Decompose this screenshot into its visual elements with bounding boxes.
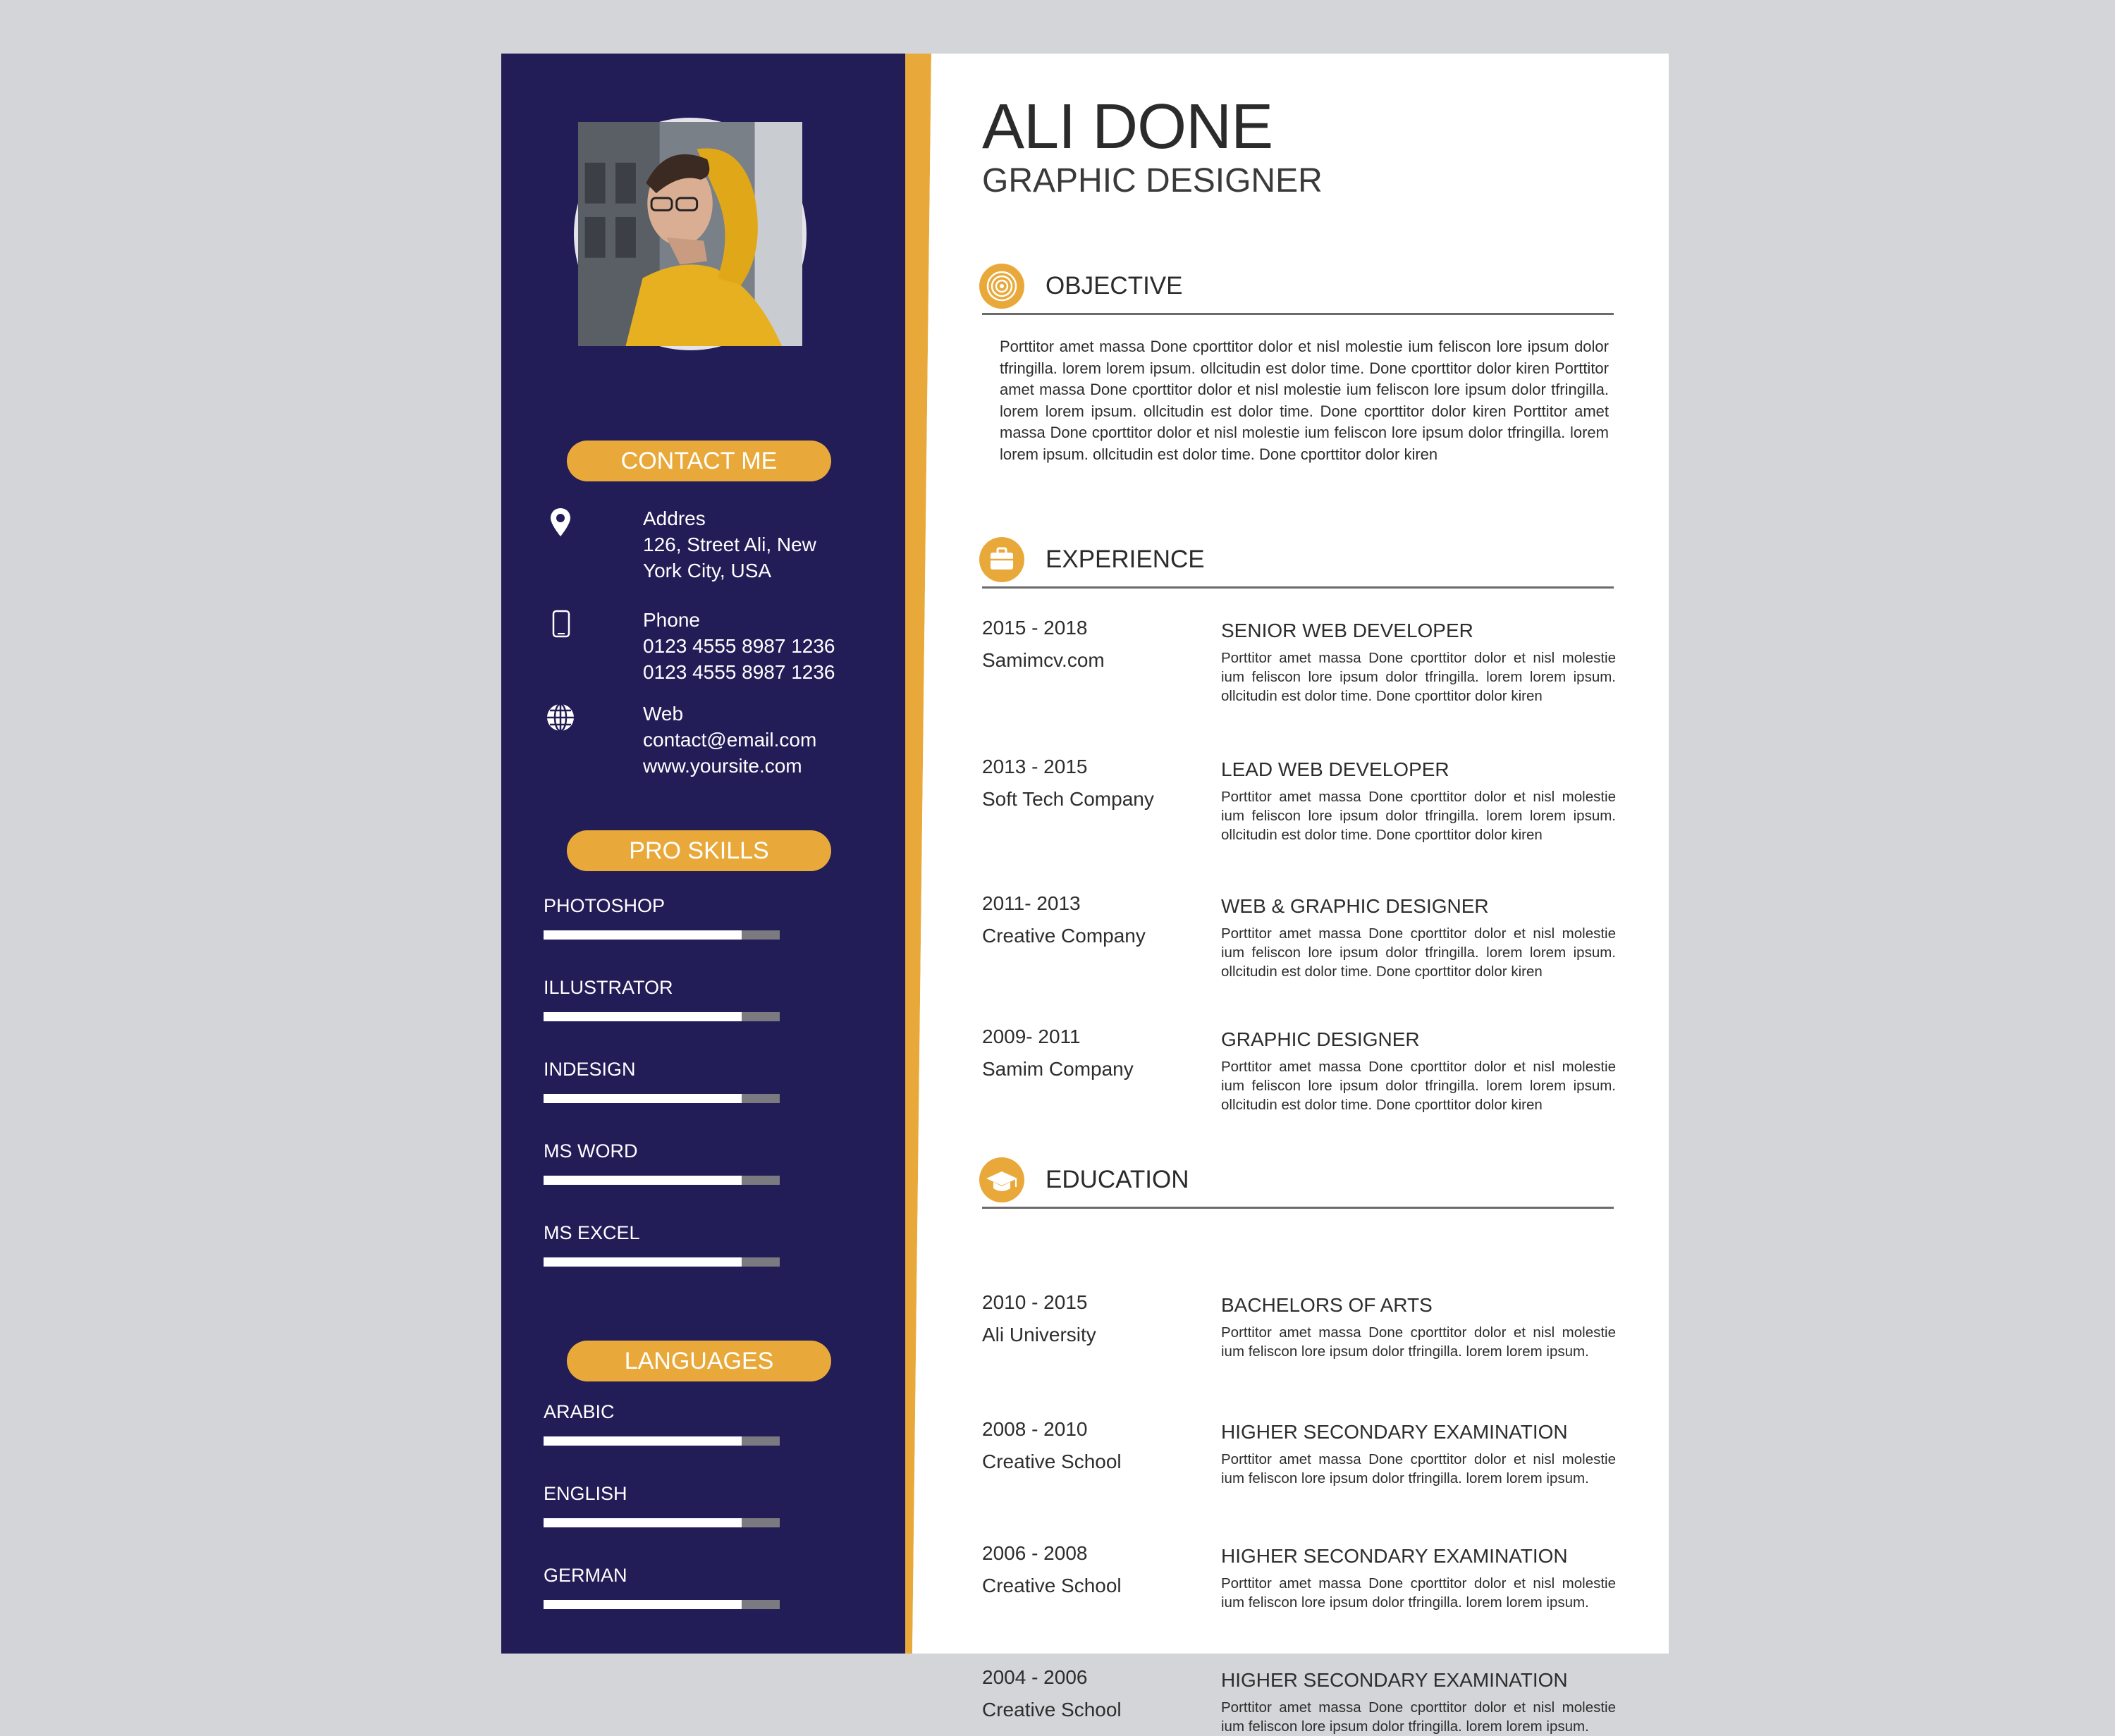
language-bar [544,1436,780,1446]
skill-ms-word [544,1139,783,1163]
phone-icon [544,607,577,641]
entry-organization: Samim Company [982,1058,1134,1080]
skills-heading: PRO SKILLS [567,830,831,871]
language-bar [544,1518,780,1527]
entry-description: Porttitor amet massa Done cporttitor dolor et nisl molestie ium feliscon lore ipsum dolor tfringilla. lorem lorem ipsum. ollcitudin est dolor time. Done cporttitor dolor kiren [1221,925,1616,980]
entry-period: 2009- 2011 [982,1026,1081,1047]
entry-organization: Soft Tech Company [982,788,1154,810]
languages-heading: LANGUAGES [567,1341,831,1381]
candidate-name: ALI DONE [982,92,1273,162]
profile-photo [574,118,807,350]
skill-name: MS EXCEL [544,1222,640,1243]
objective-text: Porttitor amet massa Done cporttitor dolor et nisl molestie ium feliscon lore ipsum dolor tfringilla. lorem lorem ipsum. ollcitudin est dolor time. Done cporttitor dolor kiren Porttitor amet massa Done cporttitor dolor et nisl molestie ium feliscon lore ipsum dolor tfringilla. lorem lorem ipsum. ollcitudin est dolor time. Done cporttitor dolor kiren Porttitor amet massa Done cporttitor dolor et nisl molestie ium feliscon lore ipsum dolor tfringilla. lorem lorem ipsum. ollcitudin est dolor time. Done cporttitor dolor kiren [1000,338,1609,463]
entry-title: HIGHER SECONDARY EXAMINATION [1221,1669,1568,1691]
entry-period: 2015 - 2018 [982,617,1088,639]
briefcase-icon [979,537,1024,582]
language-german [544,1563,783,1587]
entry-title: HIGHER SECONDARY EXAMINATION [1221,1545,1568,1567]
contact-address-line2: York City, USA [643,560,772,581]
skill-illustrator [544,975,783,999]
resume-page [501,54,1669,1735]
section-divider [982,313,1614,315]
objective-heading: OBJECTIVE [1046,272,1183,300]
skill-bar [544,1257,780,1267]
objective-header [979,264,1614,313]
candidate-role: GRAPHIC DESIGNER [982,162,1323,199]
skill-bar-fill [544,930,742,940]
contact-address-label: Addres [643,507,706,529]
entry-description: Porttitor amet massa Done cporttitor dolor et nisl molestie ium feliscon lore ipsum dolor tfringilla. lorem lorem ipsum. [1221,1575,1616,1611]
globe-icon [544,701,577,734]
entry-title: HIGHER SECONDARY EXAMINATION [1221,1421,1568,1443]
target-icon [979,264,1024,309]
language-name: ARABIC [544,1401,615,1422]
entry-period: 2006 - 2008 [982,1542,1088,1564]
language-bar-fill [544,1436,742,1446]
language-bar-fill [544,1518,742,1527]
language-english [544,1482,783,1506]
entry-title: BACHELORS OF ARTS [1221,1294,1433,1316]
language-name: ENGLISH [544,1483,627,1504]
contact-web-email: contact@email.com [643,729,817,751]
skill-bar [544,1012,780,1021]
experience-header [979,537,1614,586]
graduation-cap-icon [979,1157,1024,1202]
entry-description: Porttitor amet massa Done cporttitor dolor et nisl molestie ium feliscon lore ipsum dolor tfringilla. lorem lorem ipsum. ollcitudin est dolor time. Done cporttitor dolor kiren [1221,650,1616,704]
skill-photoshop [544,894,783,918]
entry-organization: Creative Company [982,925,1146,947]
language-bar-fill [544,1600,742,1609]
entry-period: 2011- 2013 [982,892,1081,914]
entry-organization: Creative School [982,1575,1122,1596]
entry-organization: Creative School [982,1451,1122,1472]
contact-phone-line1: 0123 4555 8987 1236 [643,635,835,657]
entry-description: Porttitor amet massa Done cporttitor dolor et nisl molestie ium feliscon lore ipsum dolor tfringilla. lorem lorem ipsum. [1221,1324,1616,1360]
entry-title: GRAPHIC DESIGNER [1221,1028,1420,1050]
skill-bar [544,1094,780,1103]
skill-bar [544,930,780,940]
skill-bar-fill [544,1176,742,1185]
entry-description: Porttitor amet massa Done cporttitor dolor et nisl molestie ium feliscon lore ipsum dolor tfringilla. lorem lorem ipsum. [1221,1451,1616,1486]
skill-bar [544,1176,780,1185]
contact-web-site: www.yoursite.com [643,755,802,777]
entry-description: Porttitor amet massa Done cporttitor dolor et nisl molestie ium feliscon lore ipsum dolor tfringilla. lorem lorem ipsum. ollcitudin est dolor time. Done cporttitor dolor kiren [1221,789,1616,843]
entry-period: 2013 - 2015 [982,756,1088,777]
section-divider [982,586,1614,589]
skill-ms-excel [544,1221,783,1245]
experience-heading: EXPERIENCE [1046,546,1205,573]
skill-name: INDESIGN [544,1059,636,1080]
entry-period: 2010 - 2015 [982,1291,1088,1313]
contact-phone-line2: 0123 4555 8987 1236 [643,661,835,683]
skill-name: ILLUSTRATOR [544,977,673,998]
skill-indesign [544,1057,783,1081]
contact-phone-label: Phone [643,609,700,631]
contact-web-label: Web [643,703,684,725]
skill-name: PHOTOSHOP [544,895,666,916]
accent-stripe [900,54,949,1654]
skill-bar-fill [544,1012,742,1021]
contact-heading: CONTACT ME [567,441,831,481]
entry-organization: Ali University [982,1324,1096,1346]
entry-title: SENIOR WEB DEVELOPER [1221,620,1473,641]
section-divider [982,1207,1614,1209]
language-arabic [544,1400,783,1424]
entry-period: 2008 - 2010 [982,1418,1088,1440]
skill-bar-fill [544,1257,742,1267]
entry-organization: Creative School [982,1699,1122,1720]
entry-period: 2004 - 2006 [982,1666,1088,1688]
entry-description: Porttitor amet massa Done cporttitor dolor et nisl molestie ium feliscon lore ipsum dolor tfringilla. lorem lorem ipsum. [1221,1699,1616,1735]
entry-title: WEB & GRAPHIC DESIGNER [1221,895,1489,917]
language-bar [544,1600,780,1609]
entry-description: Porttitor amet massa Done cporttitor dolor et nisl molestie ium feliscon lore ipsum dolor tfringilla. lorem lorem ipsum. ollcitudin est dolor time. Done cporttitor dolor kiren [1221,1059,1616,1113]
skill-name: MS WORD [544,1140,638,1162]
education-heading: EDUCATION [1046,1166,1189,1193]
education-header [979,1157,1614,1207]
entry-title: LEAD WEB DEVELOPER [1221,758,1449,780]
language-name: GERMAN [544,1565,627,1586]
skill-bar-fill [544,1094,742,1103]
entry-organization: Samimcv.com [982,649,1105,671]
contact-address-line1: 126, Street Ali, New [643,534,816,555]
location-pin-icon [544,505,577,539]
